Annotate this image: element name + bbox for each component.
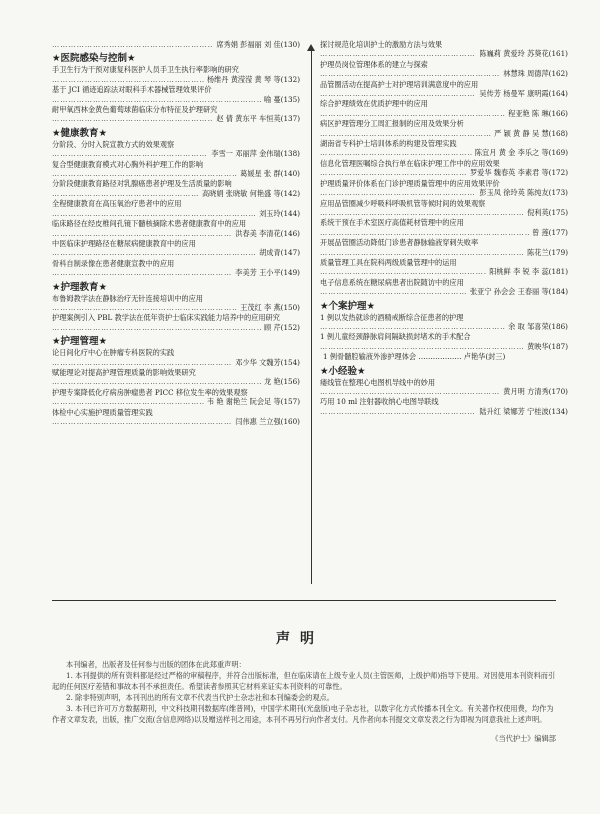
toc-entry[interactable]: [320, 397, 568, 416]
entry-author-page: 阳桃鲜 李 锐 李 蕊(181): [489, 267, 568, 277]
leader-dots: [320, 342, 524, 351]
entry-meta: [320, 168, 568, 177]
entry-title: 论日间化疗中心在肿瘤专科医院的实践: [52, 348, 175, 358]
entry-author-page: 吴传芳 杨曼军 康明霞(164): [479, 89, 568, 99]
entry-author-page: 李美芳 王小平(149): [235, 268, 300, 278]
entry-title: 1 例儿童经颈静脉肩间隔缺损封堵术的手术配合: [320, 332, 471, 342]
entry-author-page: 席秀娟 彭福丽 刘 佳(130): [216, 40, 300, 49]
entry-author-page: 陈巍莉 黄爱玲 苏葵花(161): [479, 49, 568, 59]
section-heading: ★护理教育★: [52, 281, 108, 293]
entry-meta: [320, 322, 568, 331]
entry-title: 分阶段、分时入院宣教方式的效果观察: [52, 139, 175, 149]
entry-title: 护理员岗位管理体系的建立与探索: [320, 59, 428, 69]
entry-author-page: 陈花兰(179): [527, 247, 568, 257]
entry-title: 1 例以发热就诊的酒精戒断综合征患者的护理: [320, 312, 464, 322]
declaration-title: 声明: [276, 631, 324, 647]
entry-title: 电子信息系统在糖尿病患者出院随访中的应用: [320, 277, 464, 287]
toc-entry[interactable]: [320, 80, 568, 99]
entry-author-page: 1 例骨髓腔输液外渗护理体会 ……………… 卢艳华(封三): [323, 352, 506, 362]
toc-entry[interactable]: [52, 85, 300, 104]
leader-dots: [52, 229, 232, 238]
declaration-paragraph: 3. 本刊已许可万方数据期刊，中文科技期刊数据库(维普网)，中国学术期刊(光盘版)电子杂志社，以数字化方式传播本刊全文。有关著作权使用费，均作为作者文章发表，出版，推广交流(含信息网络)以及赠送样刊之用途，本刊不再另行向作者支付。凡作者向本刊提交文章发表之行为即视为同意我社上述声明。: [52, 704, 554, 724]
entry-meta: [52, 189, 300, 198]
leader-dots: [320, 322, 505, 331]
entry-meta: [52, 377, 300, 386]
entry-author-page: 彭玉凤 徐玲英 陈纯友(173): [479, 188, 568, 198]
toc-entry[interactable]: [320, 119, 568, 138]
toc-entry[interactable]: [52, 239, 300, 258]
leader-dots: [52, 358, 232, 367]
entry-author-page: 李雪一 邓丽萍 金伟瑞(138): [211, 149, 300, 159]
toc-entry[interactable]: [320, 258, 568, 277]
toc-entry[interactable]: [52, 408, 300, 427]
toc-entry[interactable]: [320, 159, 568, 178]
leader-dots: [52, 209, 256, 218]
entry-meta: [320, 287, 568, 296]
entry-title: 体检中心实施护理质量管理实践: [52, 407, 153, 417]
toc-entry[interactable]: [320, 60, 568, 79]
entry-author-page: 龙 艳(156): [264, 377, 300, 387]
entry-author-page: 杨维丹 黄滢滢 黄 琴 等(132): [206, 74, 300, 84]
entry-title: 品管圈活动在提高护士对护理培训满意度中的应用: [320, 79, 479, 89]
entry-title: 中医临床护理路径在糖尿病健康教育中的应用: [52, 238, 196, 248]
entry-title: 巧用 10 ml 注射器收纳心电图导联线: [320, 397, 439, 407]
entry-meta: [52, 209, 300, 218]
entry-meta: [52, 268, 300, 277]
toc-entry[interactable]: [320, 139, 568, 158]
entry-title: 骨科自制录像在患者健康宣教中的应用: [52, 258, 175, 268]
entry-title: 护理专案降低化疗病房肿瘤患者 PICC 移位发生率的效果观察: [52, 387, 248, 397]
toc-entry[interactable]: [52, 105, 300, 124]
entry-title: 综合护理绩效在优质护理中的应用: [320, 99, 428, 109]
horizontal-rule: [52, 600, 556, 601]
entry-meta: [52, 323, 300, 332]
entry-title: 质量管理工具在院科两级质量管理中的运用: [320, 257, 457, 267]
entry-meta: [52, 303, 300, 312]
leader-dots: [52, 114, 213, 123]
leader-dots: [52, 149, 208, 158]
toc-entry[interactable]: [52, 65, 300, 84]
leader-dots: [320, 148, 472, 157]
toc-entry[interactable]: [320, 179, 568, 198]
entry-author-page: 陆升红 梁娜芳 宁桂波(134): [479, 406, 568, 416]
toc-entry[interactable]: [320, 313, 568, 332]
leader-dots: [320, 387, 500, 396]
leader-dots: [320, 287, 467, 296]
section-heading: ★小经验★: [320, 365, 366, 377]
entry-author-page: 王茂红 李 燕(150): [240, 302, 300, 312]
entry-title: 探讨规范化培训护士的激励方法与效果: [320, 40, 443, 49]
leader-dots: [52, 189, 199, 198]
leader-dots: [52, 323, 261, 332]
toc-entry[interactable]: [320, 378, 568, 397]
section-heading: ★护理管理★: [52, 336, 108, 348]
entry-author-page: 洪春美 李清花(146): [235, 228, 300, 238]
entry-author-page: 邓少华 文魏芳(154): [235, 357, 300, 367]
declaration-body: [52, 659, 556, 744]
entry-title: 湖南省专科护士培训体系的构建及管理实践: [320, 139, 457, 149]
entry-meta: [320, 407, 568, 416]
entry-meta: [320, 387, 568, 396]
leader-dots: [320, 89, 476, 98]
entry-author-page: 刘玉玲(144): [259, 208, 300, 218]
entry-title: 全程健康教育在高压氧治疗患者中的应用: [52, 199, 182, 209]
leader-dots: [52, 169, 237, 178]
toc-entry[interactable]: [52, 199, 300, 218]
entry-meta: [52, 248, 300, 257]
entry-title: 手卫生行为干预对康复科医护人员手卫生执行率影响的研究: [52, 65, 239, 75]
toc-entry[interactable]: [52, 259, 300, 278]
entry-meta: [52, 229, 300, 238]
entry-author-page: 韦 艳 谢艳兰 阮会足 等(157): [206, 397, 300, 407]
declaration-signature: 《当代护士》编辑部: [491, 734, 556, 743]
entry-meta: [52, 169, 300, 178]
toc-entry[interactable]: [320, 238, 568, 257]
toc-entry[interactable]: [52, 313, 300, 332]
leader-dots: [320, 49, 476, 58]
toc-entry[interactable]: [52, 140, 300, 159]
leader-dots: [320, 168, 467, 177]
table-of-contents: [52, 40, 566, 588]
declaration-paragraph: 本刊编者，出版者及任何参与出版的团体在此郑重声明：: [66, 660, 246, 669]
entry-meta: [320, 89, 568, 98]
toc-entry[interactable]: [52, 348, 300, 367]
entry-author-page: 高晓娟 张晓敏 何艳盛 等(142): [201, 188, 300, 198]
entry-title: 信息化管理医嘱综合执行单在临床护理工作中的应用效果: [320, 158, 500, 168]
entry-meta: [52, 75, 300, 84]
entry-title: 护理案例引入 PBL 教学法在低年资护士临床实践能力培养中的应用研究: [52, 313, 280, 323]
column-divider: [311, 48, 312, 584]
entry-title: 耐甲氧西林金黄色葡萄球菌临床分布特征及护理研究: [52, 105, 218, 115]
leader-dots: [320, 208, 524, 217]
entry-meta: [320, 188, 568, 197]
entry-author-page: 顾 芹(152): [264, 322, 300, 332]
leader-dots: [320, 248, 524, 257]
leader-dots: [320, 109, 505, 118]
entry-title: 开展品管圈活动降低门诊患者静脉输液穿刺失败率: [320, 238, 479, 248]
entry-title: 基于 JCI 循迹追踪法对眼科手术器械管理效果评价: [52, 85, 212, 95]
entry-meta: [320, 267, 568, 276]
entry-meta: [320, 69, 568, 78]
entry-author-page: 倪利英(175): [527, 207, 568, 217]
toc-entry[interactable]: [52, 368, 300, 387]
entry-author-page: 陈宜月 黄 金 李乐之 等(169): [474, 148, 568, 158]
leader-dots: [52, 303, 237, 312]
entry-author-page: 胡成青(147): [259, 248, 300, 258]
entry-author-page: 林慧珠 周德萍(162): [503, 69, 568, 79]
leader-dots: [320, 188, 476, 197]
entry-meta: [320, 342, 568, 351]
entry-meta: [320, 148, 568, 157]
toc-entry[interactable]: [52, 179, 300, 198]
leader-dots: [52, 95, 261, 104]
leader-dots: [52, 248, 256, 257]
entry-meta: [320, 129, 568, 138]
leader-dots: [52, 397, 204, 406]
entry-meta: [52, 358, 300, 367]
section-heading: ★医院感染与控制★: [52, 53, 136, 65]
toc-entry[interactable]: [320, 218, 568, 237]
leader-dots: [320, 267, 486, 276]
leader-dots: [52, 75, 204, 84]
leader-dots: [320, 407, 476, 416]
leader-dots: [52, 40, 213, 49]
entry-author-page: 罗爱华 魏春英 李素君 等(172): [469, 168, 568, 178]
toc-entry[interactable]: [320, 352, 568, 361]
entry-meta: [52, 417, 300, 426]
entry-meta: [320, 109, 568, 118]
toc-left-column: [52, 40, 300, 427]
leader-dots: [320, 129, 491, 138]
toc-entry[interactable]: [52, 388, 300, 407]
toc-entry[interactable]: [320, 332, 568, 351]
entry-title: 病区护理管理分工周汇报制的应用及效果分析: [320, 119, 464, 129]
entry-title: 复合型健康教育模式对心胸外科护理工作的影响: [52, 159, 203, 169]
entry-meta: [52, 114, 300, 123]
entry-title: 护理质量评价体系在门诊护理质量管理中的应用效果评价: [320, 178, 500, 188]
toc-right-column: [320, 40, 568, 417]
entry-meta: [320, 228, 568, 237]
entry-title: 瘘线管在整理心电图机导线中的妙用: [320, 377, 436, 387]
entry-author-page: 张亚宁 孙会会 王春丽 等(184): [469, 287, 568, 297]
leader-dots: [320, 69, 500, 78]
entry-meta: [52, 40, 300, 49]
section-heading: ★健康教育★: [52, 127, 108, 139]
entry-meta: [52, 95, 300, 104]
entry-author-page: 喻 蔓(135): [264, 94, 300, 104]
toc-entry[interactable]: [320, 199, 568, 218]
entry-author-page: 严 颖 黄 静 吴 慧(168): [494, 128, 568, 138]
toc-entry[interactable]: [52, 160, 300, 179]
toc-entry[interactable]: [320, 40, 568, 59]
entry-meta: [320, 352, 568, 361]
entry-author-page: 闫伟惠 兰立强(160): [235, 417, 300, 426]
entry-meta: [320, 49, 568, 58]
entry-meta: [320, 248, 568, 257]
entry-title: 临床路径在经皮椎间孔镜下髓核摘除术患者健康教育中的应用: [52, 219, 247, 229]
entry-meta: [320, 208, 568, 217]
toc-entry[interactable]: [320, 278, 568, 297]
leader-dots: [52, 417, 232, 426]
leader-dots: [52, 377, 261, 386]
entry-author-page: 曾 莲(177): [532, 227, 568, 237]
entry-author-page: 赵 倩 黄东平 车恒英(137): [216, 114, 300, 124]
entry-title: 系统干预在手术室医疗高值耗材管理中的应用: [320, 218, 464, 228]
entry-author-page: 黄月明 方清秀(170): [503, 387, 568, 396]
entry-title: 分阶段健康教育路径对乳腺癌患者护理及生活质量的影响: [52, 179, 232, 189]
entry-meta: [52, 149, 300, 158]
entry-author-page: 程亚艳 陈 琳(166): [508, 108, 568, 118]
declaration-paragraph: 2. 除非特别声明，本刊刊出的所有文章不代表当代护士杂志社和本刊编委会的观点。: [66, 693, 334, 702]
section-heading: ★个案护理★: [320, 300, 376, 312]
toc-entry[interactable]: [52, 219, 300, 238]
entry-author-page: 余 取 邹喜荣(186): [508, 321, 568, 331]
leader-dots: [320, 228, 529, 237]
entry-title: 应用品管圈减少呼吸科呼吸机管等候时间的效果观察: [320, 198, 486, 208]
entry-author-page: 黄映华(187): [527, 341, 568, 351]
entry-author-page: 葛媛星 张 群(140): [240, 169, 300, 179]
declaration-paragraph: 1. 本刊提供的所有资料都是经过严格的审稿程序，并符合出版标准，但在临床请在上级专业人员(主管医师，上级护师)指导下使用。对因使用本刊资料而引起的任何医疗差错和事故本刊不承担责任。希望读者参照其它材料来证实本刊资料的可靠性。: [52, 671, 556, 691]
entry-title: 赋能理论对提高护理管理质量的影响效果研究: [52, 367, 196, 377]
toc-entry[interactable]: [320, 99, 568, 118]
entry-meta: [52, 397, 300, 406]
toc-entry[interactable]: [52, 294, 300, 313]
leader-dots: [52, 268, 232, 277]
entry-title: 布鲁姆教学法在静脉治疗无针连接培训中的应用: [52, 293, 203, 303]
toc-entry[interactable]: [52, 40, 300, 49]
